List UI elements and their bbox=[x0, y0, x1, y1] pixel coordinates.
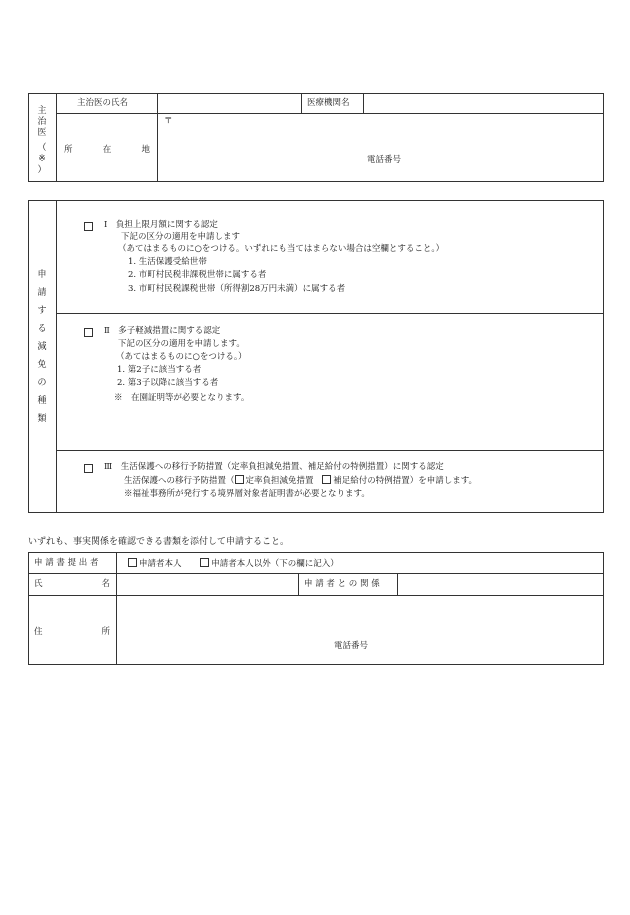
sec3-checkbox[interactable] bbox=[84, 464, 93, 473]
submitter-name-field[interactable] bbox=[119, 575, 295, 593]
other-checkbox[interactable] bbox=[200, 558, 209, 567]
submitter-table-divider bbox=[28, 573, 604, 574]
doctor-table-divider bbox=[363, 93, 364, 113]
sec2-note: ※ 在園証明等が必要となります。 bbox=[114, 393, 250, 403]
supplementary-benefit-label: 補足給付の特例措置）を申請します。 bbox=[333, 476, 478, 486]
institution-label: 医療機関名 bbox=[307, 98, 350, 108]
submitter-address-label bbox=[34, 627, 110, 638]
doctor-address-label bbox=[64, 145, 150, 156]
sec2-line2: （あてはまるものに○をつける。） bbox=[116, 352, 247, 362]
side-label-char: ※ bbox=[38, 154, 46, 164]
relation-field[interactable] bbox=[400, 575, 601, 593]
sec3-title: Ⅲ 生活保護への移行予防措置（定率負担減免措置、補足給付の特例措置）に関する認定 bbox=[104, 462, 444, 472]
side-label-char: る bbox=[37, 324, 47, 334]
submitter-table-divider bbox=[397, 573, 398, 595]
sec1-line2: （あてはまるものに○をつける。いずれにも当てはまらない場合は空欄とすること。） bbox=[118, 244, 445, 254]
doctor-table-divider bbox=[157, 93, 158, 182]
notice-text: いずれも、事実関係を確認できる書類を添付して申請すること。 bbox=[28, 537, 290, 547]
side-label-char: 主 bbox=[37, 106, 47, 116]
supplementary-benefit-checkbox[interactable] bbox=[322, 475, 331, 484]
side-label-char: ） bbox=[37, 165, 47, 175]
submitter-name-label bbox=[34, 579, 110, 590]
fixed-rate-reduction-label: 定率負担減免措置 bbox=[245, 476, 314, 486]
submitter-label: 申 請 書 提 出 者 bbox=[34, 558, 99, 568]
side-label-char: 申 bbox=[37, 270, 47, 280]
sec2-item[interactable]: 2. 第3子以降に該当する者 bbox=[117, 378, 219, 388]
other-option-label: 申請者本人以外（下の欄に記入） bbox=[211, 559, 339, 569]
self-option-label: 申請者本人 bbox=[139, 559, 182, 569]
sec2-checkbox[interactable] bbox=[84, 328, 93, 337]
side-label-char: す bbox=[37, 306, 47, 316]
doctor-name-field[interactable] bbox=[160, 95, 298, 111]
postal-mark: 〒 bbox=[164, 116, 173, 126]
name-label-char: 名 bbox=[101, 579, 110, 589]
side-label-char: 減 bbox=[37, 342, 47, 352]
submitter-phone-label: 電話番号 bbox=[334, 641, 369, 651]
side-label-char: 医 bbox=[37, 128, 47, 138]
sec1-item[interactable]: 1. 生活保護受給世帯 bbox=[128, 257, 207, 267]
sec1-item[interactable]: 2. 市町村民税非課税世帯に属する者 bbox=[128, 270, 267, 280]
fixed-rate-reduction-checkbox[interactable] bbox=[235, 475, 244, 484]
sec1-item[interactable]: 3. 市町村民税課税世帯（所得割28万円未満）に属する者 bbox=[128, 284, 346, 294]
sec1-line1: 下記の区分の適用を申請します bbox=[121, 232, 241, 242]
sec2-item[interactable]: 1. 第2子に該当する者 bbox=[117, 365, 202, 375]
submitter-address-field[interactable] bbox=[119, 597, 601, 663]
side-label-char: 請 bbox=[37, 288, 47, 298]
sec3-line1-prefix: 生活保護への移行予防措置（ bbox=[124, 476, 235, 486]
doctor-table-divider bbox=[56, 113, 604, 114]
address-label-char: 地 bbox=[141, 145, 150, 155]
sec3-note: ※福祉事務所が発行する境界層対象者証明書が必要となります。 bbox=[124, 489, 370, 499]
side-label-char: 類 bbox=[37, 414, 47, 424]
sec1-checkbox[interactable] bbox=[84, 222, 93, 231]
doctor-table-divider bbox=[56, 93, 57, 182]
submitter-table-divider bbox=[116, 552, 117, 665]
institution-field[interactable] bbox=[366, 95, 601, 111]
sec2-line1: 下記の区分の適用を申請します。 bbox=[118, 339, 245, 349]
doctor-side-label bbox=[36, 106, 48, 176]
sec3-line1 bbox=[124, 475, 477, 487]
address-label-char: 住 bbox=[34, 627, 43, 637]
side-label-char: の bbox=[37, 378, 47, 388]
submitter-table-divider bbox=[298, 573, 299, 595]
doctor-name-label: 主治医の氏名 bbox=[77, 98, 129, 108]
side-label-char: 治 bbox=[37, 117, 47, 127]
relation-label: 申 請 者 と の 関 係 bbox=[304, 579, 380, 589]
address-label-char: 所 bbox=[64, 145, 73, 155]
self-checkbox[interactable] bbox=[128, 558, 137, 567]
address-label-char: 所 bbox=[101, 627, 110, 637]
doctor-address-field[interactable] bbox=[160, 115, 601, 179]
doctor-phone-label: 電話番号 bbox=[367, 155, 402, 165]
side-label-char: （ bbox=[37, 143, 47, 153]
address-label-char: 在 bbox=[102, 145, 112, 155]
submitter-options bbox=[128, 558, 339, 570]
side-label-char: 種 bbox=[37, 396, 47, 406]
name-label-char: 氏 bbox=[34, 579, 43, 589]
doctor-table-divider bbox=[301, 93, 302, 113]
reduction-table-divider bbox=[56, 450, 604, 451]
reduction-table-divider bbox=[56, 200, 57, 513]
reduction-table-divider bbox=[56, 313, 604, 314]
sec2-title: Ⅱ 多子軽減措置に関する認定 bbox=[104, 326, 221, 336]
sec1-title: Ⅰ 負担上限月額に関する認定 bbox=[104, 220, 218, 230]
reduction-side-label bbox=[36, 270, 48, 425]
submitter-table-divider bbox=[28, 595, 604, 596]
side-label-char: 免 bbox=[37, 360, 47, 370]
